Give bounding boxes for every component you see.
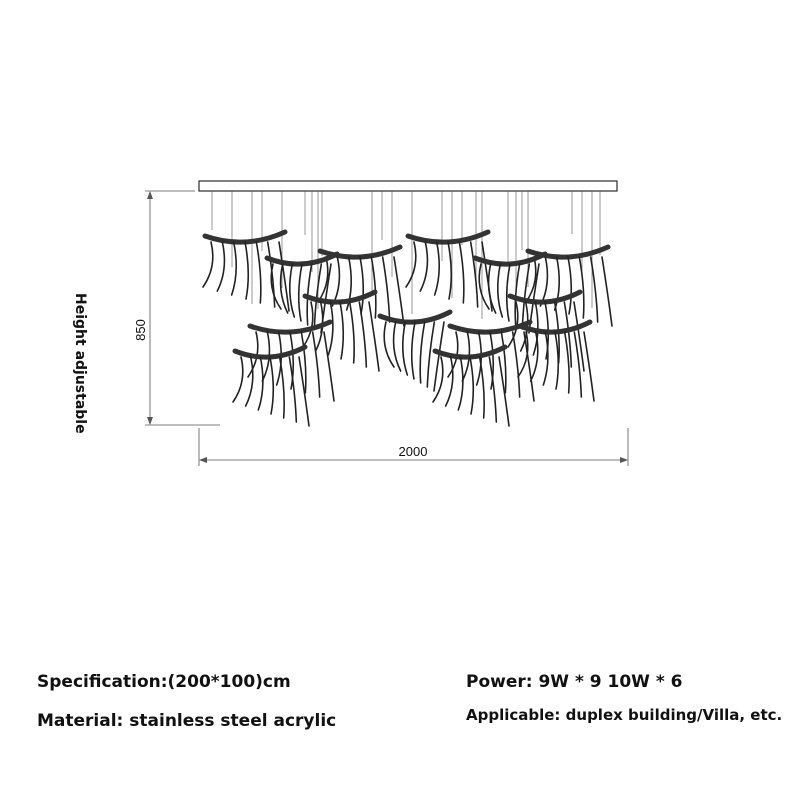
material-text: Material: stainless steel acrylic	[37, 711, 337, 731]
height-adjustable-note: Height adjustable	[72, 293, 88, 434]
ceiling-canopy-plate	[199, 181, 617, 191]
height-value-label: 850	[133, 319, 148, 341]
width-value-label: 2000	[398, 444, 428, 459]
applicable-text: Applicable: duplex building/Villa, etc.	[466, 706, 783, 724]
specification-text: Specification:(200*100)cm	[37, 672, 291, 692]
chandelier-arms	[203, 232, 612, 426]
height-dimension	[145, 191, 220, 425]
power-text: Power: 9W * 9 10W * 6	[466, 672, 683, 692]
